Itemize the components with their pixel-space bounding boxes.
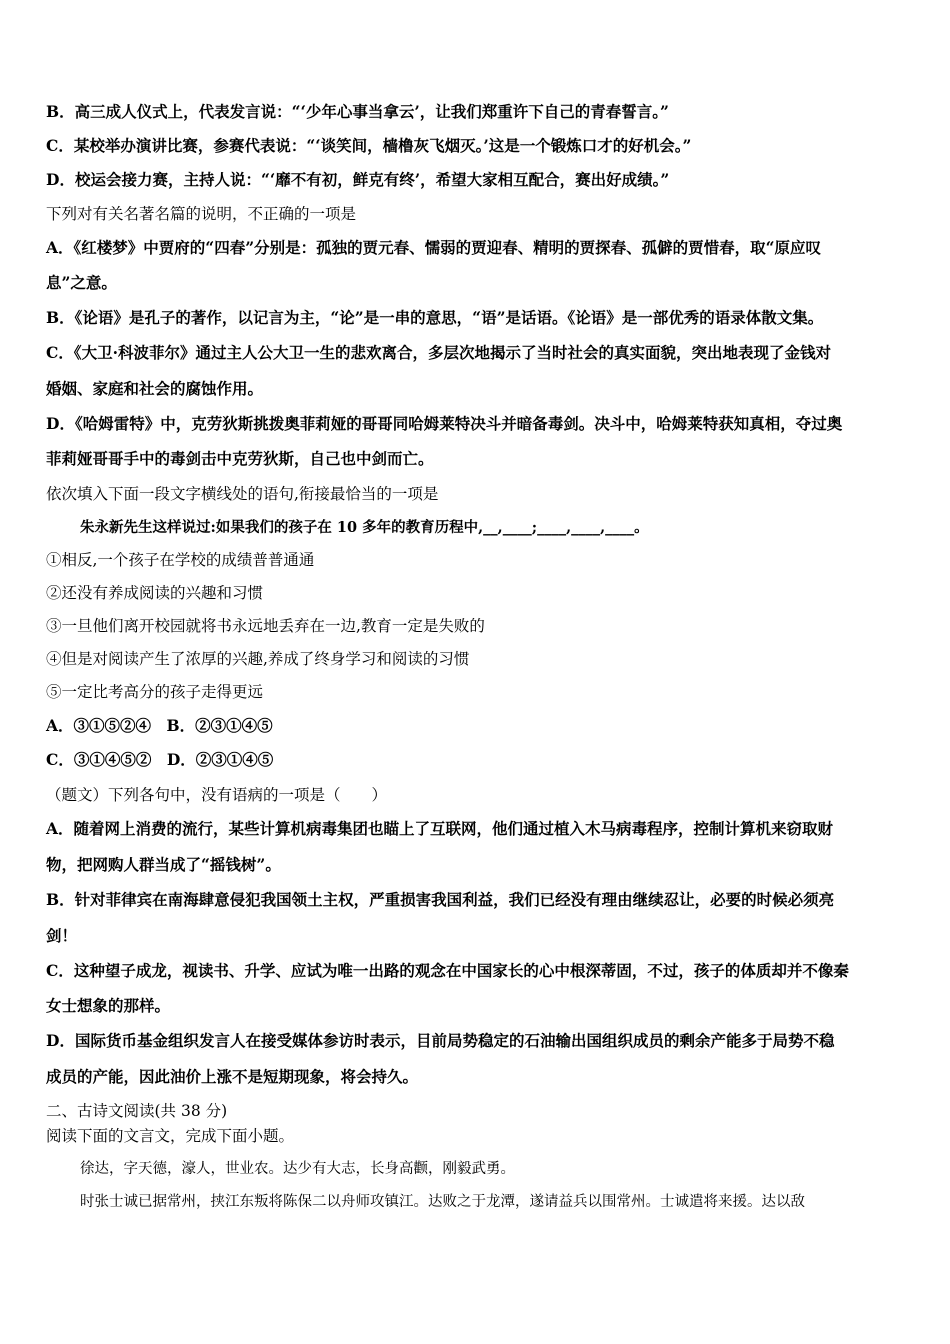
fill-options-ab: A．③①⑤②④ B．②③①④⑤ (46, 716, 273, 735)
yubing-option-d-line1: D．国际货币基金组织发言人在接受媒体参访时表示，目前局势稳定的石油输出国组织成员的剩余产能多于局势不稳 (46, 1031, 835, 1050)
section-title: 二、古诗文阅读(共 38 分) (46, 1102, 228, 1120)
mingzhu-option-a-line2: 息”之意。 (46, 273, 117, 292)
option-b-prev: B．高三成人仪式上，代表发言说：“‘少年心事当拿云’，让我们郑重许下自己的青春誓言。” (46, 102, 669, 121)
yubing-option-a-line1: A．随着网上消费的流行，某些计算机病毒集团也瞄上了互联网，他们通过植入木马病毒程序，控制计算机来窃取财 (46, 819, 834, 838)
mingzhu-option-c-line1: C．《大卫·科波菲尔》通过主人公大卫一生的悲欢离合，多层次地揭示了当时社会的真实面貌，突出地表现了金钱对 (46, 343, 831, 362)
mingzhu-option-d-line2: 菲莉娅哥哥手中的毒剑击中克劳狄斯，自己也中剑而亡。 (46, 449, 434, 468)
fill-passage: 朱永新先生这样说过:如果我们的孩子在 10 多年的教育历程中,__,____;____,____,____。 (80, 519, 649, 536)
yubing-option-b-line1: B．针对菲律宾在南海肆意侵犯我国领土主权，严重损害我国利益，我们已经没有理由继续忍让，必要的时候必须亮 (46, 890, 835, 909)
classical-text-line2: 时张士诚已据常州，挟江东叛将陈保二以舟师攻镇江。达败之于龙潭，遂请益兵以围常州。士诚遣将来援。达以敌 (80, 1194, 805, 1210)
fill-sentence-2: ②还没有养成阅读的兴趣和习惯 (46, 584, 264, 602)
yubing-option-a-line2: 物，把网购人群当成了“摇钱树”。 (46, 855, 281, 874)
question-stem-fill: 依次填入下面一段文字横线处的语句,衔接最恰当的一项是 (46, 485, 439, 503)
mingzhu-option-a-line1: A．《红楼梦》中贾府的“四春”分别是：孤独的贾元春、懦弱的贾迎春、精明的贾探春、孤僻的贾惜春，取“原应叹 (46, 238, 822, 257)
yubing-option-c-line1: C．这种望子成龙，视读书、升学、应试为唯一出路的观念在中国家长的心中根深蒂固，不过，孩子的体质却并不像秦 (46, 961, 849, 980)
question-stem-mingzhu: 下列对有关名著名篇的说明，不正确的一项是 (46, 205, 357, 223)
yubing-option-b-line2: 剑！ (46, 926, 78, 945)
option-c-prev: C．某校举办演讲比赛，参赛代表说：“‘谈笑间，樯橹灰飞烟灭。’这是一个锻炼口才的好机会。” (46, 136, 692, 155)
yubing-option-d-line2: 成员的产能，因此油价上涨不是短期现象，将会持久。 (46, 1067, 419, 1086)
section-instruction: 阅读下面的文言文，完成下面小题。 (46, 1127, 295, 1145)
question-stem-yubing: （题文）下列各句中，没有语病的一项是（ ） (46, 786, 388, 804)
fill-sentence-3: ③一旦他们离开校园就将书永远地丢弃在一边,教育一定是失败的 (46, 617, 485, 635)
fill-sentence-4: ④但是对阅读产生了浓厚的兴趣,养成了终身学习和阅读的习惯 (46, 650, 470, 668)
yubing-option-c-line2: 女士想象的那样。 (46, 996, 171, 1015)
mingzhu-option-d-line1: D．《哈姆雷特》中，克劳狄斯挑拨奥菲莉娅的哥哥同哈姆莱特决斗并暗备毒剑。决斗中，哈姆莱特获知真相，夺过奥 (46, 414, 843, 433)
mingzhu-option-c-line2: 婚姻、家庭和社会的腐蚀作用。 (46, 379, 264, 398)
option-d-prev: D．校运会接力赛，主持人说：“‘靡不有初，鲜克有终’，希望大家相互配合，赛出好成绩。” (46, 170, 670, 189)
fill-options-cd: C．③①④⑤② D．②③①④⑤ (46, 750, 274, 769)
mingzhu-option-b: B．《论语》是孔子的著作，以记言为主，“论”是一串的意思，“语”是话语。《论语》是一部优秀的语录体散文集。 (46, 308, 824, 327)
fill-sentence-1: ①相反,一个孩子在学校的成绩普普通通 (46, 551, 315, 569)
classical-text-line1: 徐达，字天德，濠人，世业农。达少有大志，长身高颧，刚毅武勇。 (80, 1161, 515, 1177)
fill-sentence-5: ⑤一定比考高分的孩子走得更远 (46, 683, 264, 701)
